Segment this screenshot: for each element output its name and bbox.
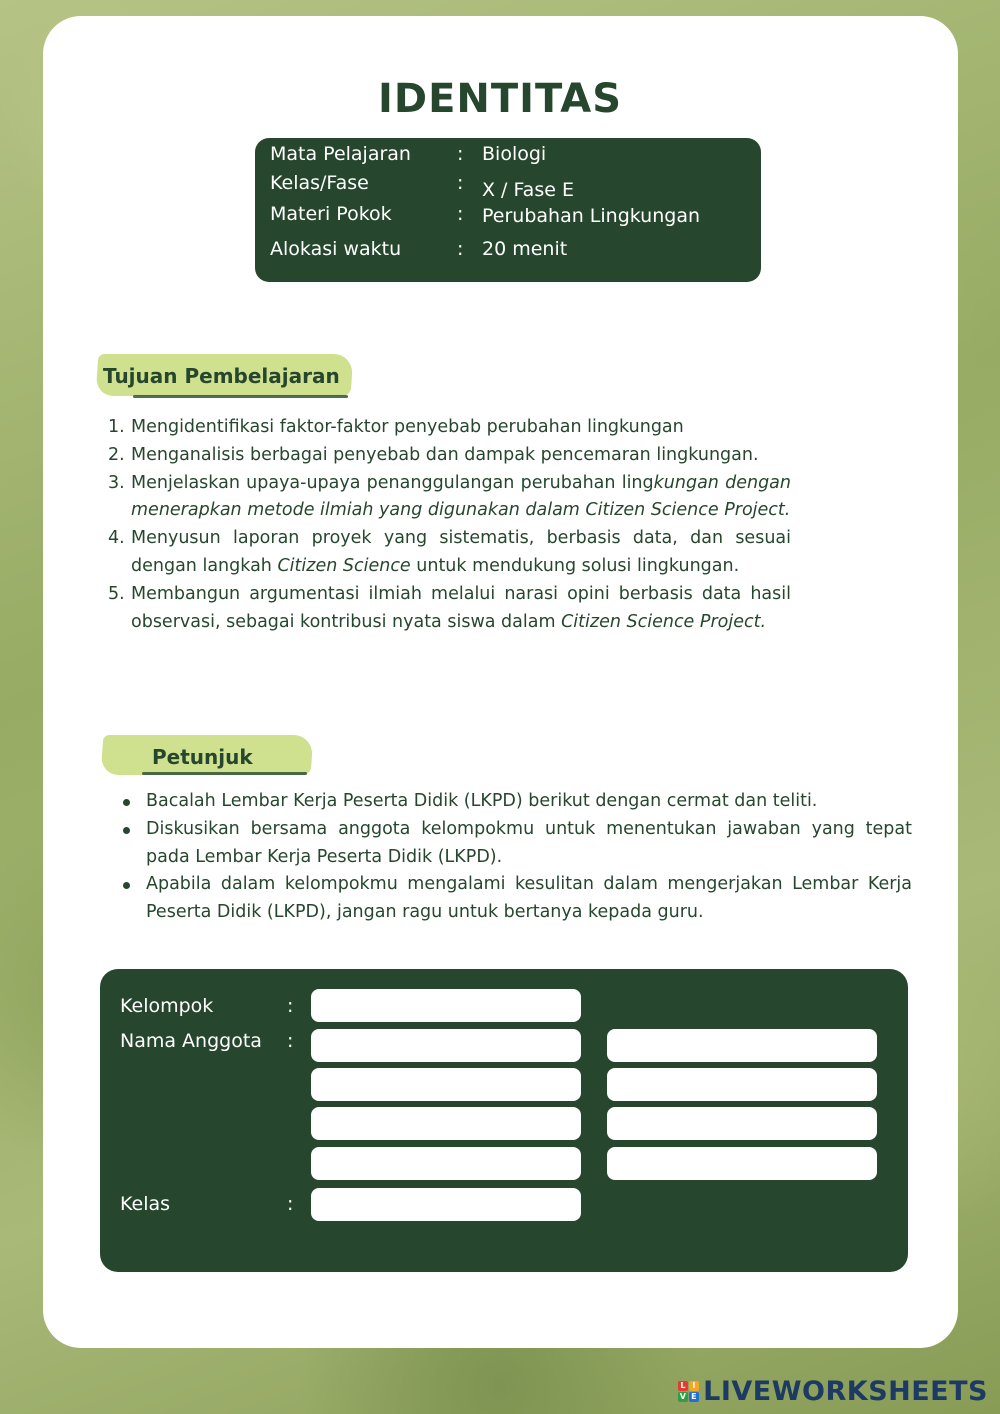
item-text-italic: Citizen Science Project.	[561, 611, 767, 632]
liveworksheets-watermark[interactable]	[678, 1374, 988, 1408]
item-text: Mengidentifikasi faktor-faktor penyebab perubahan lingkungan	[131, 417, 684, 437]
item-text-italic: kungan dengan menerapkan metode ilmiah yang digunakan dalam Citizen Science Project.	[131, 472, 791, 521]
item-text: Menyusun laporan proyek yang sistematis, berbasis data, dan sesuai dengan langkah	[131, 528, 791, 576]
identity-colon: :	[457, 143, 464, 165]
identity-row-time	[255, 238, 761, 268]
colon: :	[287, 1193, 294, 1215]
identity-label: Kelas/Fase	[270, 172, 369, 194]
group-label: Kelompok	[120, 995, 214, 1017]
identity-colon: :	[457, 238, 464, 260]
objectives-heading	[103, 364, 340, 388]
list-item	[120, 871, 912, 927]
identity-colon: :	[457, 203, 464, 225]
watermark-text: LIVEWORKSHEETS	[703, 1375, 988, 1407]
list-item	[108, 470, 791, 526]
item-text: Membangun argumentasi ilmiah melalui narasi opini berbasis data hasil observasi, sebagai kontribusi nyata siswa dalam	[131, 583, 791, 632]
identity-value: Perubahan Lingkungan	[482, 205, 701, 227]
list-item	[108, 442, 791, 470]
item-number: 3.	[108, 472, 125, 493]
members-label: Nama Anggota	[120, 1030, 262, 1052]
identity-label: Alokasi waktu	[270, 238, 402, 260]
instructions-list	[120, 788, 912, 927]
identity-value: Biologi	[482, 143, 547, 165]
brush-stroke	[133, 395, 348, 398]
brush-stroke	[142, 772, 307, 775]
identity-label: Materi Pokok	[270, 203, 392, 225]
bullet-icon	[123, 882, 130, 889]
item-text: untuk mendukung solusi lingkungan.	[410, 555, 740, 576]
item-text: Bacalah Lembar Kerja Peserta Didik (LKPD) berikut dengan cermat dan teliti.	[146, 791, 818, 811]
identity-row-subject	[255, 143, 761, 173]
member-input[interactable]	[607, 1107, 877, 1140]
identity-value: X / Fase E	[482, 179, 574, 201]
identity-label: Mata Pelajaran	[270, 143, 411, 165]
page-title: IDENTITAS	[378, 76, 622, 122]
item-text-italic: Citizen Science	[277, 555, 411, 576]
list-item	[108, 414, 791, 442]
group-form	[100, 969, 908, 1272]
objectives-list	[108, 414, 791, 636]
identity-row-topic	[255, 203, 761, 233]
class-label: Kelas	[120, 1193, 171, 1215]
identity-value: 20 menit	[482, 238, 568, 260]
member-input[interactable]	[607, 1029, 877, 1062]
list-item	[108, 525, 791, 581]
instructions-heading	[152, 745, 253, 769]
item-number: 4.	[108, 528, 125, 549]
member-input[interactable]	[311, 1107, 581, 1140]
colon: :	[287, 1030, 294, 1052]
member-input[interactable]	[607, 1147, 877, 1180]
bullet-icon	[123, 799, 130, 806]
logo-tile: E	[689, 1392, 699, 1402]
list-item	[120, 788, 912, 816]
liveworksheets-logo-icon	[678, 1381, 699, 1402]
item-text: Diskusikan bersama anggota kelompokmu untuk menentukan jawaban yang tepat pada Lembar Kerja Peserta Didik (LKPD).	[146, 818, 912, 867]
item-number: 2.	[108, 444, 125, 465]
instructions-heading-text: Petunjuk	[152, 745, 253, 769]
identity-row-class	[255, 172, 761, 202]
logo-tile: V	[679, 1391, 687, 1401]
bullet-icon	[123, 827, 130, 834]
member-input[interactable]	[311, 1147, 581, 1180]
logo-tile: L	[678, 1381, 688, 1391]
identity-colon: :	[457, 172, 464, 194]
group-input[interactable]	[311, 989, 581, 1022]
member-input[interactable]	[311, 1029, 581, 1062]
objectives-heading-text: Tujuan Pembelajaran	[103, 364, 340, 388]
item-text: Menjelaskan upaya-upaya penanggulangan perubahan ling	[131, 472, 654, 493]
member-input[interactable]	[607, 1068, 877, 1101]
item-text: Menganalisis berbagai penyebab dan dampak pencemaran lingkungan.	[131, 444, 759, 465]
logo-tile: I	[689, 1381, 699, 1391]
item-number: 5.	[108, 583, 125, 604]
list-item	[108, 581, 791, 637]
item-text: Apabila dalam kelompokmu mengalami kesulitan dalam mengerjakan Lembar Kerja Peserta Didik (LKPD), jangan ragu untuk bertanya kepada guru.	[146, 874, 912, 923]
class-input[interactable]	[311, 1188, 581, 1221]
list-item	[120, 816, 912, 872]
identity-box	[255, 138, 761, 282]
member-input[interactable]	[311, 1068, 581, 1101]
item-number: 1.	[108, 417, 125, 437]
colon: :	[287, 995, 294, 1017]
